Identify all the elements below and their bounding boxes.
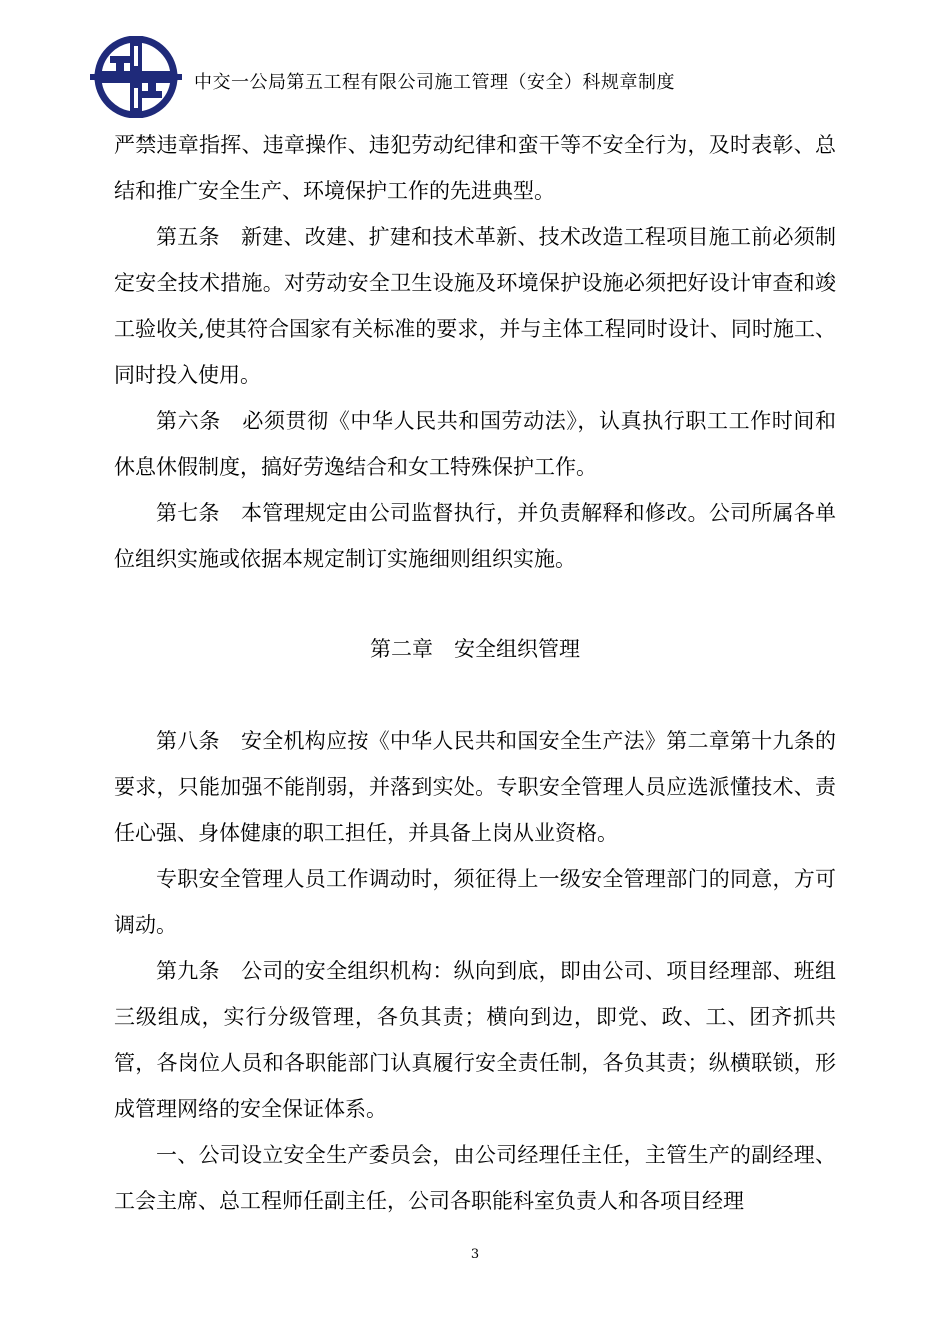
section-1-body <box>114 122 836 582</box>
paragraph: 专职安全管理人员工作调动时，须征得上一级安全管理部门的同意，方可调动。 <box>114 867 836 937</box>
paragraph: 第六条 必须贯彻《中华人民共和国劳动法》，认真执行职工工作时间和休息休假制度，搞好劳逸结合和女工特殊保护工作。 <box>114 409 836 479</box>
paragraph: 一、公司设立安全生产委员会，由公司经理任主任，主管生产的副经理、工会主席、总工程师任副主任，公司各职能科室负责人和各项目经理 <box>114 1143 836 1213</box>
page-number: 3 <box>470 1247 480 1262</box>
page-header <box>88 36 848 122</box>
paragraph: 第九条 公司的安全组织机构：纵向到底，即由公司、项目经理部、班组三级组成，实行分级管理，各负其责；横向到边，即党、政、工、团齐抓共管，各岗位人员和各职能部门认真履行安全责任制，各负其责；纵横联锁，形成管理网络的安全保证体系。 <box>114 959 836 1121</box>
paragraph: 严禁违章指挥、违章操作、违犯劳动纪律和蛮干等不安全行为，及时表彰、总结和推广安全生产、环境保护工作的先进典型。 <box>114 133 836 203</box>
chapter-title: 第二章 安全组织管理 <box>370 637 580 661</box>
paragraph: 第七条 本管理规定由公司监督执行，并负责解释和修改。公司所属各单位组织实施或依据本规定制订实施细则组织实施。 <box>114 501 836 571</box>
section-2-body <box>114 718 836 1224</box>
company-logo-icon <box>88 36 184 118</box>
paragraph: 第八条 安全机构应按《中华人民共和国安全生产法》第二章第十九条的要求，只能加强不能削弱，并落到实处。专职安全管理人员应选派懂技术、责任心强、身体健康的职工担任，并具备上岗从业资格。 <box>114 729 836 845</box>
header-title: 中交一公局第五工程有限公司施工管理（安全）科规章制度 <box>194 72 675 93</box>
paragraph: 第五条 新建、改建、扩建和技术革新、技术改造工程项目施工前必须制定安全技术措施。对劳动安全卫生设施及环境保护设施必须把好设计审查和竣工验收关,使其符合国家有关标准的要求，并与主体工程同时设计、同时施工、同时投入使用。 <box>114 225 836 387</box>
